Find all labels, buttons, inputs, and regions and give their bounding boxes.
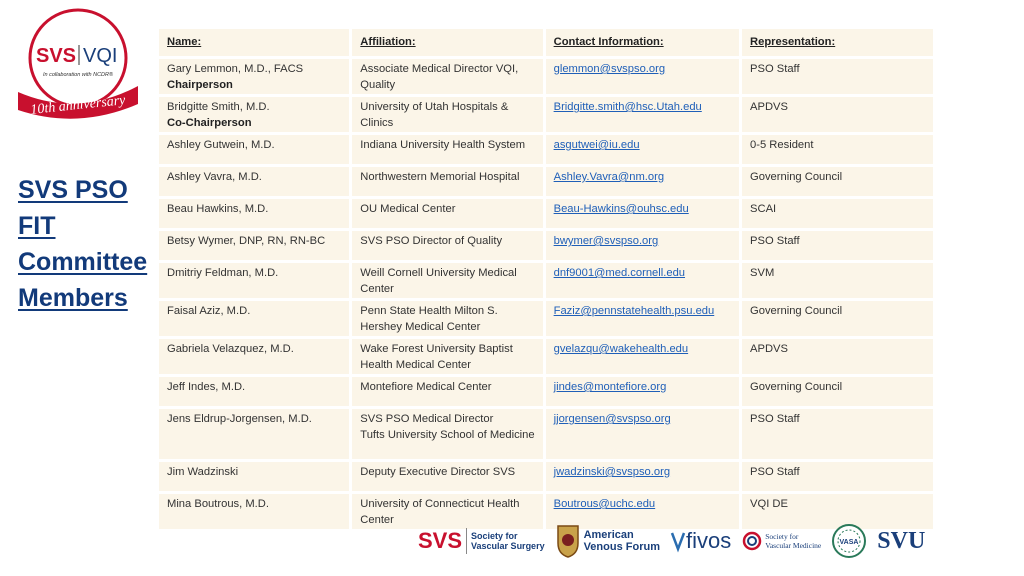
member-name: Betsy Wymer, DNP, RN, RN-BC: [167, 235, 326, 247]
member-email-link[interactable]: Ashley.Vavra@nm.org: [553, 171, 665, 183]
member-name-cell: [159, 409, 352, 459]
fivos-mark-icon: [670, 529, 686, 553]
member-email-link[interactable]: dnf9001@med.cornell.edu: [553, 267, 686, 279]
table-row: [159, 59, 933, 94]
member-name-cell: [159, 59, 352, 94]
member-name: Gabriela Velazquez, M.D.: [167, 343, 294, 355]
member-representation: APDVS: [742, 97, 933, 132]
members-table: [159, 26, 933, 532]
member-representation: Governing Council: [742, 301, 933, 336]
member-name: Jens Eldrup-Jorgensen, M.D.: [167, 413, 312, 425]
member-name: Dmitriy Feldman, M.D.: [167, 267, 279, 279]
member-contact-cell: [546, 377, 742, 406]
member-representation: PSO Staff: [742, 462, 933, 491]
table-row: [159, 339, 933, 374]
member-representation: PSO Staff: [742, 409, 933, 459]
member-contact-cell: [546, 135, 742, 164]
member-representation: SVM: [742, 263, 933, 298]
member-name: Beau Hawkins, M.D.: [167, 203, 269, 215]
member-representation: Governing Council: [742, 377, 933, 406]
svs-mark: SVS: [418, 528, 463, 553]
member-name: Faisal Aziz, M.D.: [167, 305, 251, 317]
page-title: [18, 172, 158, 316]
table-row: [159, 301, 933, 336]
vasa-text: VASA: [839, 539, 859, 546]
member-contact-cell: [546, 263, 742, 298]
title-line-2: FIT: [18, 212, 56, 240]
svu-text: SVU: [877, 527, 926, 554]
title-line-4: Members: [18, 284, 128, 312]
member-name-cell: [159, 462, 352, 491]
member-email-link[interactable]: Faziz@pennstatehealth.psu.edu: [553, 305, 715, 317]
member-name: Ashley Vavra, M.D.: [167, 171, 262, 183]
member-name-cell: [159, 301, 352, 336]
member-affiliation: Penn State Health Milton S. Hershey Medical Center: [352, 301, 545, 336]
member-contact-cell: [546, 97, 742, 132]
svs-logo: [418, 528, 545, 554]
vasa-seal-icon: [831, 523, 867, 559]
fivos-logo: [670, 528, 731, 554]
member-name-cell: [159, 199, 352, 228]
member-affiliation: Indiana University Health System: [352, 135, 545, 164]
member-name-cell: [159, 97, 352, 132]
table-row: [159, 199, 933, 228]
member-affiliation: University of Connecticut Health Center: [352, 494, 545, 529]
member-email-link[interactable]: asgutwei@iu.edu: [553, 139, 640, 151]
svm-text-1: Society for: [765, 532, 799, 541]
member-email-link[interactable]: gvelazqu@wakehealth.edu: [553, 343, 689, 355]
member-affiliation: Northwestern Memorial Hospital: [352, 167, 545, 196]
svs-text-2: Vascular Surgery: [471, 541, 545, 551]
member-email-link[interactable]: bwymer@svspso.org: [553, 235, 659, 247]
logo-tagline: In collaboration with NCDR®: [42, 72, 114, 78]
svm-logo: [741, 529, 821, 553]
header-name: Name:: [159, 29, 352, 56]
member-contact-cell: [546, 167, 742, 196]
member-name-cell: [159, 135, 352, 164]
member-name-cell: [159, 377, 352, 406]
member-name: Bridgitte Smith, M.D.: [167, 101, 270, 113]
vasa-logo: [831, 523, 867, 559]
table-row: [159, 462, 933, 491]
member-email-link[interactable]: jwadzinski@svspso.org: [553, 466, 671, 478]
member-representation: 0-5 Resident: [742, 135, 933, 164]
member-name-cell: [159, 494, 352, 529]
member-affiliation: Weill Cornell University Medical Center: [352, 263, 545, 298]
member-email-link[interactable]: jindes@montefiore.org: [553, 381, 667, 393]
table-row: [159, 167, 933, 196]
member-contact-cell: [546, 199, 742, 228]
svs-text-1: Society for: [471, 531, 518, 541]
partner-logos: [418, 520, 928, 562]
header-affiliation: Affiliation:: [352, 29, 545, 56]
member-name: Mina Boutrous, M.D.: [167, 498, 269, 510]
avf-shield-icon: [555, 523, 581, 559]
table-row: [159, 97, 933, 132]
member-contact-cell: [546, 59, 742, 94]
fivos-text: fivos: [685, 528, 732, 553]
member-role: Chairperson: [167, 78, 233, 91]
member-contact-cell: [546, 462, 742, 491]
member-email-link[interactable]: Beau-Hawkins@ouhsc.edu: [553, 203, 689, 215]
member-affiliation: Montefiore Medical Center: [352, 377, 545, 406]
header-contact: Contact Information:: [546, 29, 742, 56]
member-email-link[interactable]: Bridgitte.smith@hsc.Utah.edu: [553, 101, 702, 113]
member-affiliation: Deputy Executive Director SVS: [352, 462, 545, 491]
member-affiliation: OU Medical Center: [352, 199, 545, 228]
table-row: [159, 377, 933, 406]
member-contact-cell: [546, 301, 742, 336]
member-name-cell: [159, 339, 352, 374]
table-header-row: [159, 29, 933, 56]
member-representation: APDVS: [742, 339, 933, 374]
table-row: [159, 135, 933, 164]
table-row: [159, 231, 933, 260]
member-affiliation: Associate Medical Director VQI, Quality: [352, 59, 545, 94]
member-representation: PSO Staff: [742, 59, 933, 94]
member-representation: SCAI: [742, 199, 933, 228]
member-affiliation: SVS PSO Medical Director Tufts University School of Medicine: [352, 409, 545, 459]
member-role: Co-Chairperson: [167, 116, 252, 129]
svm-swirl-icon: [741, 529, 763, 553]
member-email-link[interactable]: glemmon@svspso.org: [553, 63, 666, 75]
member-affiliation: University of Utah Hospitals & Clinics: [352, 97, 545, 132]
table-row: [159, 263, 933, 298]
member-representation: PSO Staff: [742, 231, 933, 260]
member-contact-cell: [546, 409, 742, 459]
avf-logo: [555, 523, 660, 559]
svm-text-2: Vascular Medicine: [765, 541, 822, 550]
member-name: Jeff Indes, M.D.: [167, 381, 246, 393]
logo-brand-right: VQI: [83, 45, 118, 67]
logo-brand-left: SVS: [36, 45, 77, 67]
member-representation: Governing Council: [742, 167, 933, 196]
member-name: Jim Wadzinski: [167, 466, 239, 478]
title-line-1: SVS PSO: [18, 176, 128, 204]
svs-vqi-logo: [16, 6, 140, 124]
member-affiliation: Wake Forest University Baptist Health Medical Center: [352, 339, 545, 374]
member-name: Gary Lemmon, M.D., FACS: [167, 63, 304, 75]
svu-logo: [877, 528, 925, 555]
member-email-link[interactable]: jjorgensen@svspso.org: [553, 413, 671, 425]
member-name: Ashley Gutwein, M.D.: [167, 139, 275, 151]
member-name-cell: [159, 263, 352, 298]
member-representation: VQI DE: [742, 494, 933, 529]
avf-text-1: American: [583, 529, 634, 541]
table-body: [159, 59, 933, 529]
member-contact-cell: [546, 339, 742, 374]
avf-text-2: Venous Forum: [583, 541, 660, 553]
member-affiliation: SVS PSO Director of Quality: [352, 231, 545, 260]
logo-ribbon-text: 10th anniversary: [29, 93, 127, 118]
member-name-cell: [159, 231, 352, 260]
header-representation: Representation:: [742, 29, 933, 56]
member-contact-cell: [546, 231, 742, 260]
member-email-link[interactable]: Boutrous@uchc.edu: [553, 498, 656, 510]
table-row: [159, 409, 933, 459]
member-name-cell: [159, 167, 352, 196]
title-line-3: Committee: [18, 248, 148, 276]
